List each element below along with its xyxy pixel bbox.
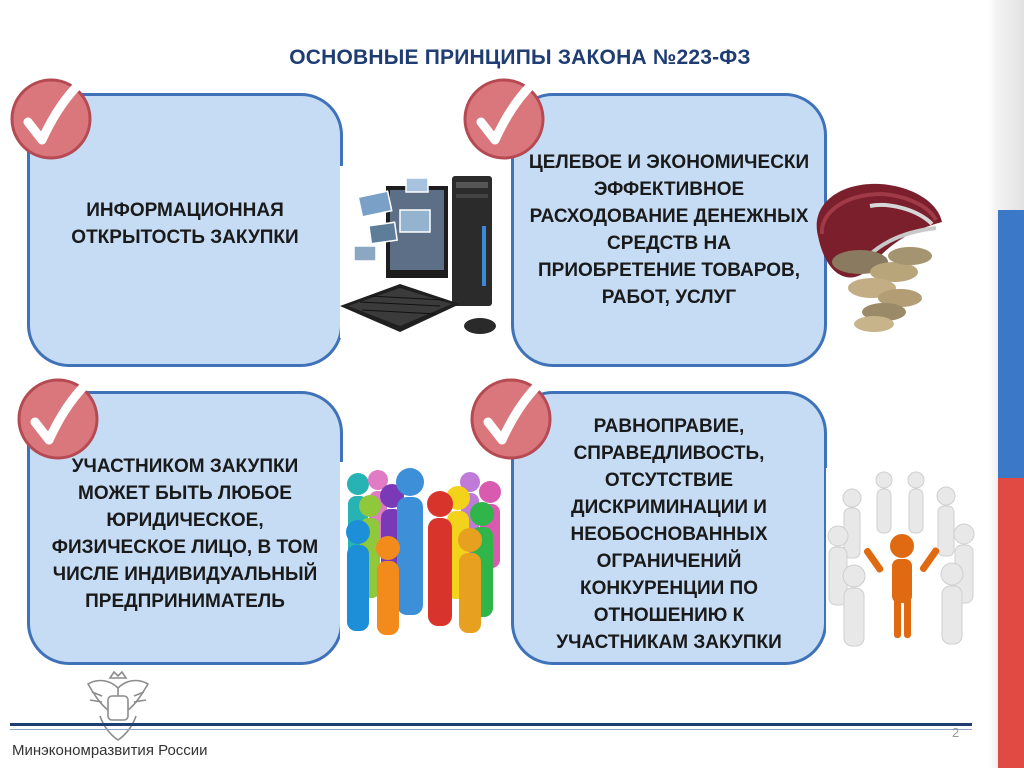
footer-divider-thin	[10, 729, 972, 730]
principle-card-spending	[511, 93, 827, 367]
slide-title: ОСНОВНЫЕ ПРИНЦИПЫ ЗАКОНА №223-ФЗ	[289, 46, 751, 69]
coat-of-arms-icon	[80, 670, 156, 742]
colorful-people-crowd-illustration	[340, 462, 510, 640]
principle-text: УЧАСТНИКОМ ЗАКУПКИ МОЖЕТ БЫТЬ ЛЮБОЕ ЮРИДИЧЕСКОЕ, ФИЗИЧЕСКОЕ ЛИЦО, В ТОМ ЧИСЛЕ ИНДИВИДУАЛЬНЫЙ ПРЕДПРИНИМАТЕЛЬ	[51, 456, 319, 612]
checkmark-icon	[468, 372, 560, 464]
flag-stripe-red	[998, 478, 1024, 768]
checkmark-icon	[461, 72, 553, 164]
checkmark-icon	[15, 372, 107, 464]
flag-shadow	[988, 0, 998, 768]
computer-illustration	[340, 166, 510, 338]
footer-organization: Минэкономразвития России	[12, 742, 208, 759]
principle-text: ЦЕЛЕВОЕ И ЭКОНОМИЧЕСКИ ЭФФЕКТИВНОЕ РАСХОДОВАНИЕ ДЕНЕЖНЫХ СРЕДСТВ НА ПРИОБРЕТЕНИЕ ТОВАРОВ, РАБОТ, УСЛУГ	[528, 152, 810, 308]
footer-divider	[10, 723, 972, 726]
principle-text: ИНФОРМАЦИОННАЯ ОТКРЫТОСТЬ ЗАКУПКИ	[71, 200, 299, 248]
flag-stripe-blue	[998, 210, 1024, 478]
purse-with-coins-illustration	[800, 176, 950, 336]
checkmark-icon	[8, 72, 100, 164]
principle-text: РАВНОПРАВИЕ, СПРАВЕДЛИВОСТЬ, ОТСУТСТВИЕ ДИСКРИМИНАЦИИ И НЕОБОСНОВАННЫХ ОГРАНИЧЕНИЙ КОНКУРЕНЦИИ ПО ОТНОШЕНИЮ К УЧАСТНИКАМ ЗАКУПКИ	[556, 415, 782, 653]
page-number: 2	[952, 725, 960, 740]
flag-stripe-white	[998, 0, 1024, 210]
people-circle-illustration	[826, 468, 976, 648]
